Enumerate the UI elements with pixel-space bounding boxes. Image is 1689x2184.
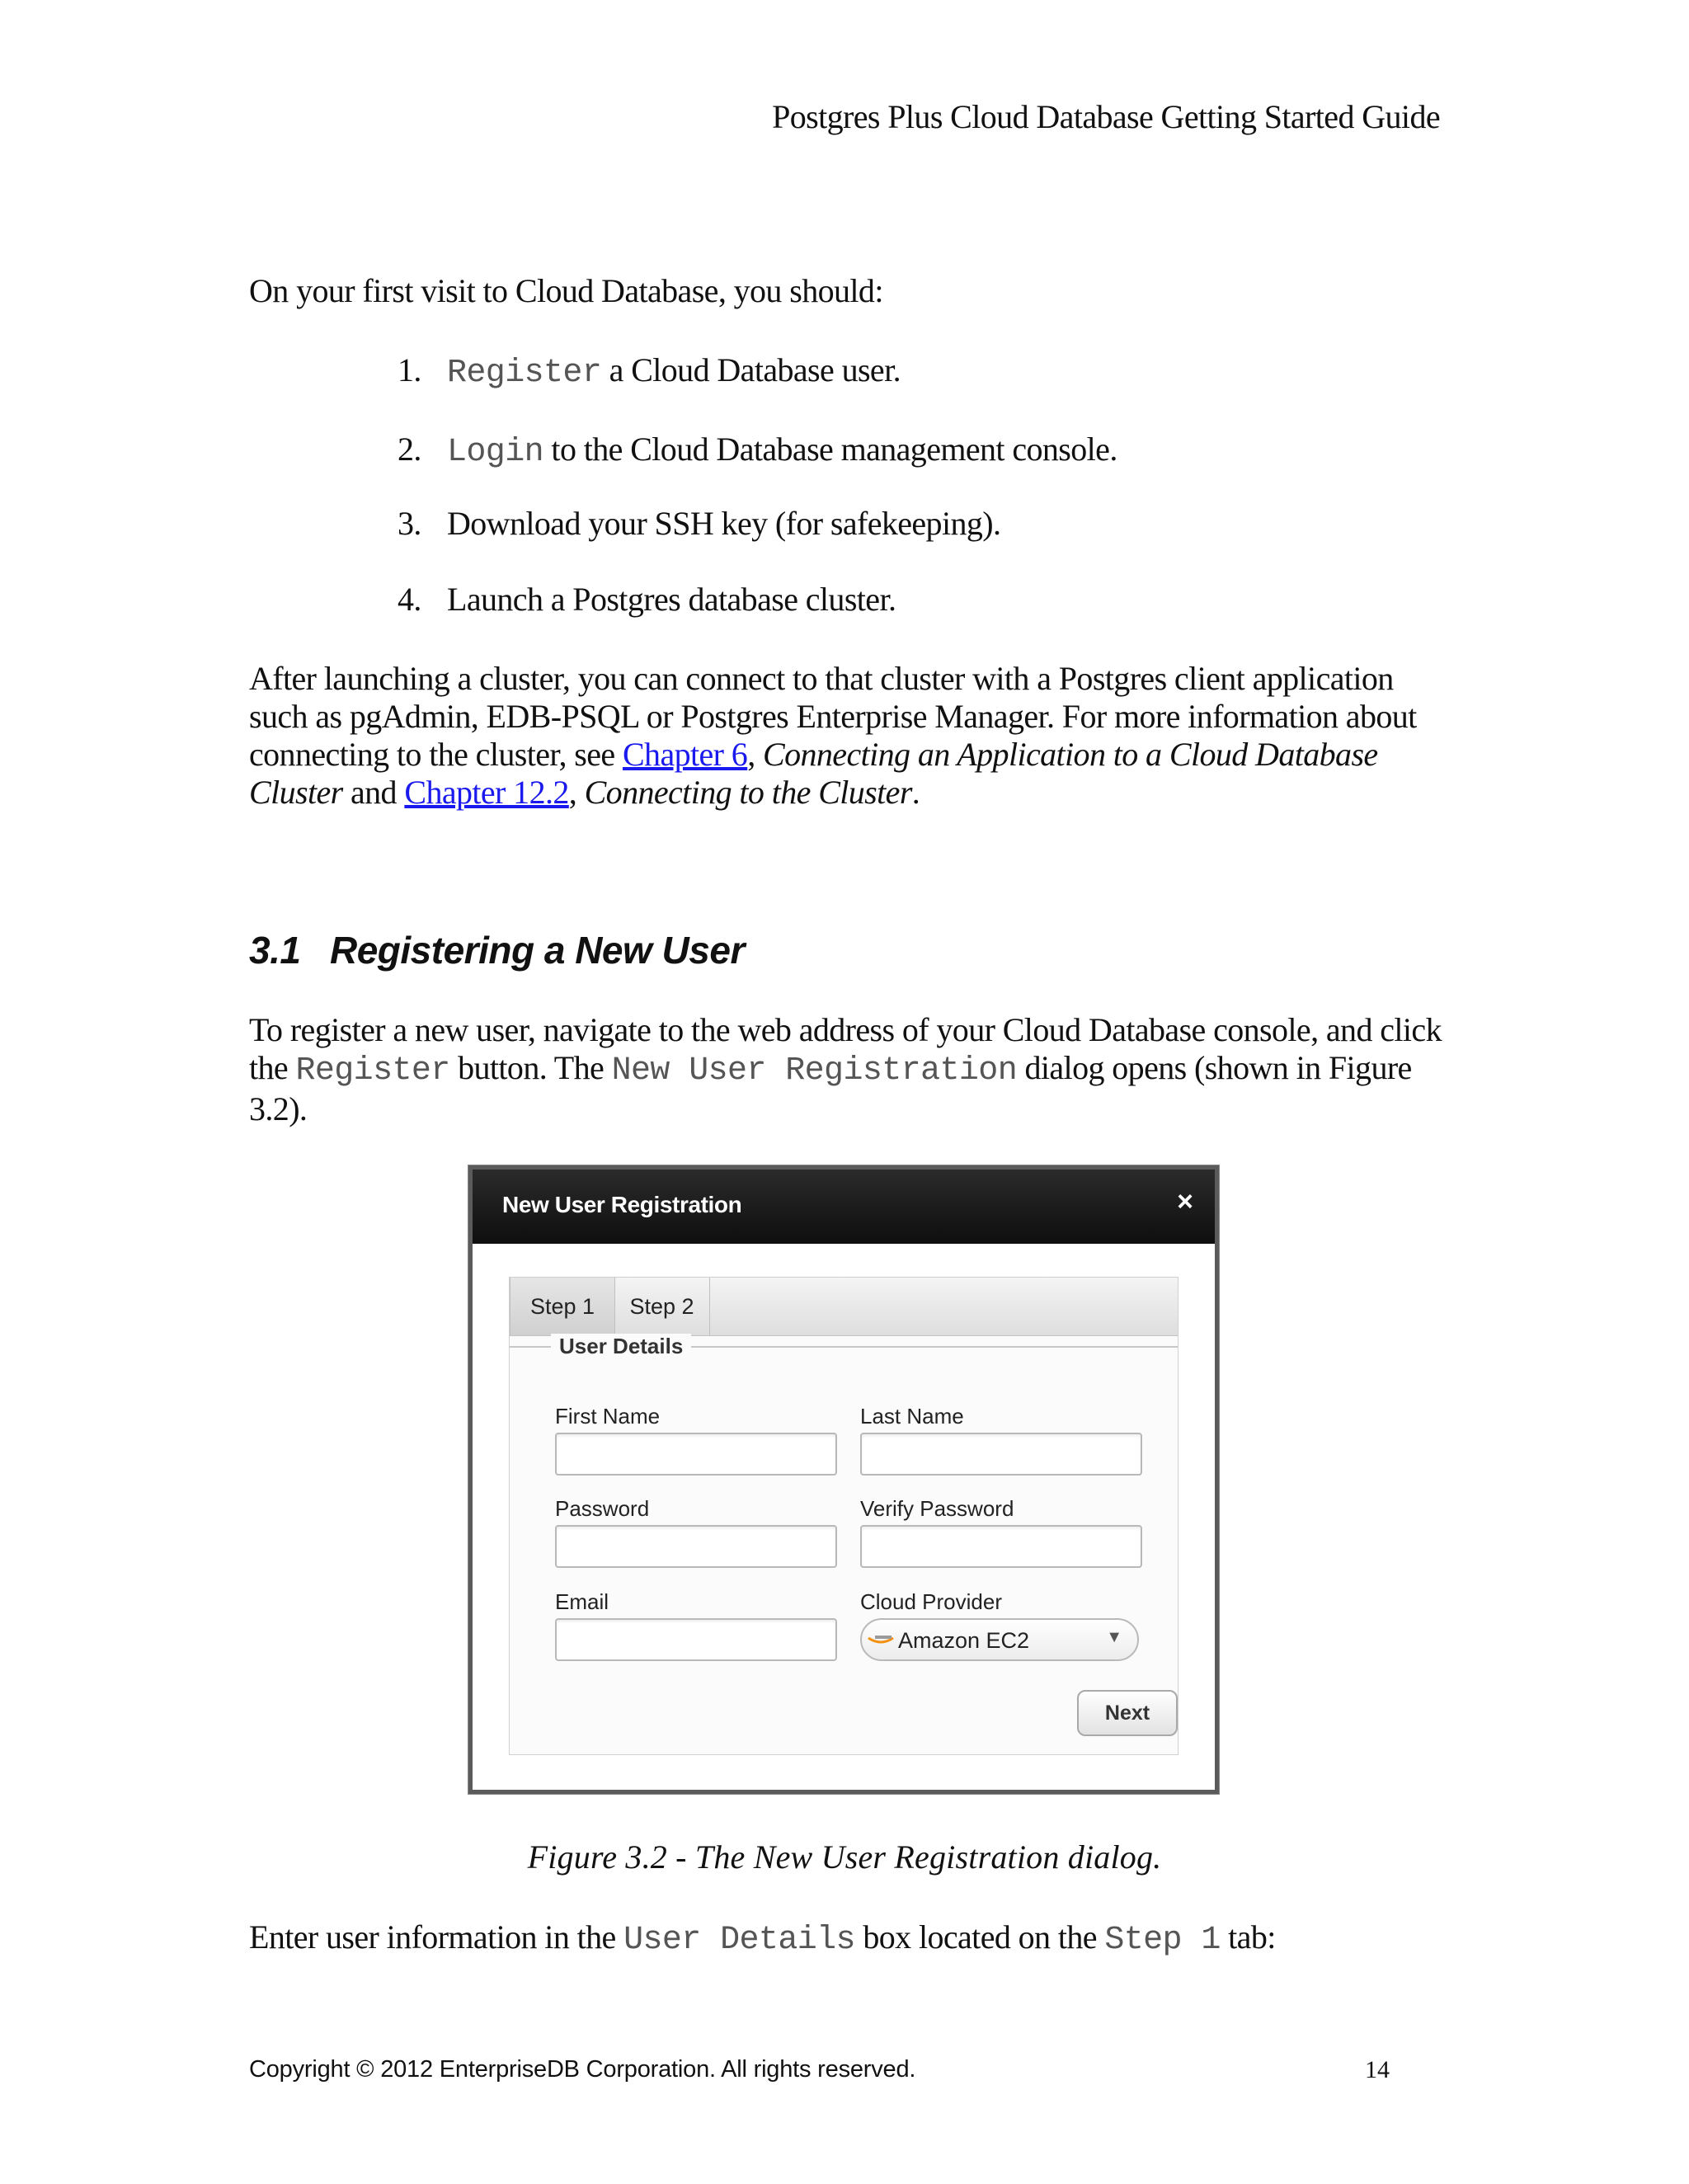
inline-code: New User Registration: [611, 1052, 1018, 1090]
tab-step-2[interactable]: Step 2: [614, 1278, 710, 1335]
step-text: a Cloud Database user.: [601, 351, 901, 388]
step-text: Launch a Postgres database cluster.: [447, 581, 896, 618]
step-number: 1.: [398, 351, 421, 388]
email-input[interactable]: [555, 1618, 837, 1661]
last-name-input[interactable]: [860, 1433, 1142, 1476]
paragraph-text: .: [911, 774, 920, 811]
intro-paragraph: On your first visit to Cloud Database, you should:: [249, 272, 883, 309]
step-number: 4.: [398, 581, 421, 618]
paragraph-text: ,: [747, 736, 764, 773]
step-number: 2.: [398, 431, 421, 468]
paragraph-text: ,: [568, 774, 585, 811]
step-item-1: [398, 351, 901, 393]
paragraph-text: Enter user information in the: [249, 1918, 624, 1956]
verify-password-label: Verify Password: [860, 1496, 1014, 1521]
next-button[interactable]: Next: [1077, 1690, 1178, 1736]
footer-copyright: Copyright © 2012 EnterpriseDB Corporation. All rights reserved.: [249, 2056, 916, 2083]
password-input[interactable]: [555, 1525, 837, 1568]
paragraph-text: box located on the: [854, 1918, 1105, 1956]
cloud-provider-value: Amazon EC2: [898, 1628, 1030, 1653]
chevron-down-icon: ▼: [1106, 1628, 1122, 1646]
new-user-registration-dialog: [468, 1165, 1219, 1794]
cloud-provider-select[interactable]: [860, 1618, 1139, 1661]
first-name-input[interactable]: [555, 1433, 837, 1476]
step-item-3: [398, 505, 1000, 543]
verify-password-input[interactable]: [860, 1525, 1142, 1568]
paragraph-text: dialog opens (shown in Figure 3.2).: [249, 1049, 1412, 1127]
step-text: to the Cloud Database management console.: [543, 431, 1117, 468]
inline-code: User Details: [623, 1922, 855, 1959]
paragraph-text: button. The: [449, 1049, 612, 1086]
page-number: 14: [1365, 2056, 1390, 2083]
step-item-2: [398, 431, 1117, 472]
step-item-4: [398, 581, 896, 619]
paragraph-text: To register a new user, navigate to the web address of your Cloud Database console, and click the: [249, 1011, 1442, 1086]
chapter-12-2-link[interactable]: Chapter 12.2: [404, 774, 569, 811]
chapter-6-link[interactable]: Chapter 6: [622, 736, 748, 773]
register-paragraph: [249, 1011, 1453, 1128]
step-code: Register: [447, 355, 602, 392]
user-details-legend: User Details: [551, 1334, 691, 1359]
first-name-label: First Name: [555, 1404, 661, 1429]
paragraph-text: and: [342, 774, 405, 811]
running-header: Postgres Plus Cloud Database Getting Started Guide: [772, 98, 1440, 135]
dialog-titlebar: [473, 1170, 1215, 1244]
password-label: Password: [555, 1496, 650, 1521]
section-number: 3.1: [249, 929, 301, 972]
tab-step-1[interactable]: Step 1: [510, 1278, 615, 1335]
section-heading: [249, 928, 745, 972]
section-title: Registering a New User: [330, 929, 745, 972]
amazon-logo-icon: [867, 1630, 895, 1650]
last-name-label: Last Name: [860, 1404, 964, 1429]
paragraph-text: tab:: [1220, 1918, 1276, 1956]
figure-caption: Figure 3.2 - The New User Registration dialog.: [527, 1838, 1162, 1876]
enter-info-paragraph: [249, 1918, 1453, 1960]
close-icon[interactable]: ×: [1177, 1186, 1193, 1217]
dialog-panel: [509, 1277, 1179, 1755]
email-label: Email: [555, 1589, 609, 1614]
tab-strip: [510, 1278, 1178, 1336]
cloud-provider-label: Cloud Provider: [860, 1589, 1002, 1614]
step-code: Login: [447, 434, 544, 471]
step-number: 3.: [398, 505, 421, 542]
connect-paragraph: [249, 660, 1453, 812]
italic-title: Connecting an Application to a Cloud Database Cluster: [249, 736, 1378, 811]
dialog-title: New User Registration: [502, 1192, 742, 1217]
inline-code: Step 1: [1104, 1922, 1221, 1959]
paragraph-text: After launching a cluster, you can connect to that cluster with a Postgres client application such as pgAdmin, EDB-PSQL or Postgres Enterprise Manager. For more information about connecting to the cluster, see: [249, 660, 1417, 773]
step-text: Download your SSH key (for safekeeping).: [447, 505, 1001, 542]
inline-code: Register: [295, 1052, 450, 1090]
italic-title: Connecting to the Cluster: [584, 774, 912, 811]
